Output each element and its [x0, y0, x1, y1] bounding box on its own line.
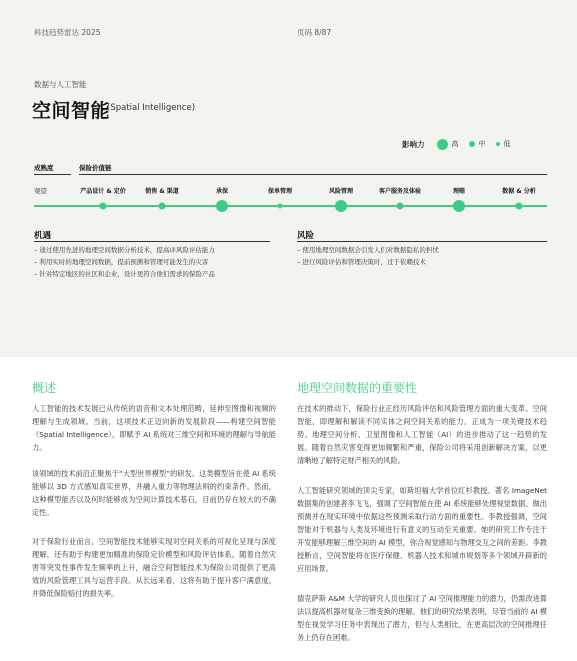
maturity-label: 成熟度: [34, 164, 54, 172]
overview-heading: 概述: [32, 381, 57, 395]
opportunities-title: 机遇: [34, 231, 52, 241]
impact-legend: [402, 138, 521, 150]
impact-node-medium: [397, 203, 404, 210]
risk-text: 进行风险评估和管理决策时，过于依赖技术: [302, 258, 426, 266]
risks-list: [297, 244, 547, 268]
opportunity-text: 利用实时的地理空间数据，提前预测和管理可能发生的灾害: [39, 258, 209, 266]
overview-paragraph: 该领域的技术前沿正聚焦于“大型世界模型”的研发。这类模型旨在使 AI 系统能够以 3D 方式感知真实世界，并融入重力等物理法则的约束条件。然而，这种模型能否以及何时能够成为空间计算技术基石，目前仍存在较大的不确定性。: [32, 469, 276, 517]
section-label: 数据与人工智能: [34, 80, 87, 89]
page-subtitle: (Spatial Intelligence): [107, 103, 196, 113]
impact-node-high: [453, 200, 465, 212]
list-item: – 针对特定地区的社区和企业，设计更符合他们需求的保险产品: [34, 270, 215, 278]
impact-node-high: [216, 200, 228, 212]
importance-paragraph: 德克萨斯 A&M 大学的研究人员也探讨了 AI 空间推理能力的潜力，仍需改进算法以提高机器对复杂三维变换的理解。他们的研究结果表明，尽管当前的 AI 模型在视觉学习任务中表现出了潜力，但与人类相比，在更高层次的空间推理任务上仍存在困难。: [297, 594, 547, 642]
importance-paragraph: 人工智能研究领域的顶尖专家，如斯坦福大学首位红杉教授、著名 ImageNet 数据集的创建者李飞飞，强调了空间智能在使 AI 系统能够处理视觉数据、做出预测并在现实环境中依据这些预测采取行动方面的重要性。李教授强调，空间智能对于机器与人类及环境进行有意义的互动至关重要。她的研究工作专注于开发能够理解三维空间的 AI 模型，弥合视觉感知与物理交互之间的差距。李教授断言，空间智能将在医疗保健、机器人技术和城市规划等多个领域开辟新的应用场景。: [297, 486, 547, 573]
risk-text: 使用地理空间数据会引发人们对数据隐私的担忧: [302, 246, 439, 254]
report-title: 科技趋势雷达 2025: [34, 28, 101, 37]
impact-node-medium: [516, 203, 523, 210]
stage-label: 销售 & 渠道: [145, 188, 179, 195]
legend-item-low: [496, 139, 511, 149]
legend-title: 影响力: [402, 139, 425, 149]
high-impact-dot-icon: [437, 139, 448, 150]
stage-label: 理赔: [452, 188, 466, 195]
low-impact-dot-icon: [496, 142, 500, 146]
stage-label: 风险管理: [328, 188, 354, 195]
maturity-value: 观望: [34, 187, 47, 195]
impact-node-low: [278, 204, 283, 209]
value-chain-track: [34, 205, 547, 207]
list-item: – 使用地理空间数据会引发人们对数据隐私的担忧: [297, 246, 439, 254]
impact-node-high: [335, 200, 347, 212]
impact-node-medium: [159, 203, 166, 210]
list-item: – 利用实时的地理空间数据，提前预测和管理可能发生的灾害: [34, 258, 209, 266]
legend-item-high: [437, 139, 459, 150]
importance-heading: 地理空间数据的重要性: [297, 381, 418, 395]
maturity-rule: [34, 174, 71, 175]
stage-label: 数据 & 分析: [502, 188, 536, 195]
page-number: 页码 8/87: [297, 28, 332, 37]
value-chain-label: 保险价值链: [79, 164, 112, 172]
importance-paragraph: 在技术的推动下，保险行业正经历风险评估和风险管理方面的重大变革。空间智能，即理解和解读不同实体之间空间关系的能力，正成为一项关键技术趋势。地理空间分析、卫星图像和人工智能（AI）的进步推动了这一趋势的发展。随着自然灾害变得更加频繁和严重，保险公司将采用创新解决方案，以更清晰地了解特定财产相关的风险。: [297, 404, 547, 465]
stage-label: 客户服务及体验: [378, 188, 422, 195]
risks-rule: [297, 241, 547, 242]
value-chain-rule: [79, 174, 547, 175]
legend-item-medium: [469, 139, 486, 149]
risks-title: 风险: [297, 231, 315, 241]
opportunity-text: 针对特定地区的社区和企业，设计更符合他们需求的保险产品: [39, 270, 215, 278]
overview-paragraph: 对于保险行业而言，空间智能技术能够实现对空间关系的可视化呈现与深度理解，还有助于构建更加精准的保险定价模型和风险评估体系。随着自然灾害等突发性事件发生频率的上升，融合空间智能技术为保险公司提供了更高效的风险管理工具与运营手段。从长远来看，这将有助于提升客户满意度，并降低保险赔付的损失率。: [32, 537, 276, 598]
opportunities-rule: [34, 241, 270, 242]
list-item: – 进行风险评估和管理决策时，过于依赖技术: [297, 258, 426, 266]
stage-label: 产品设计 & 定价: [80, 188, 126, 195]
stage-label: 承保: [215, 188, 229, 195]
medium-impact-dot-icon: [469, 141, 475, 147]
opportunities-list: [34, 244, 274, 280]
stage-label: 保单管理: [267, 188, 293, 195]
legend-label: 高: [451, 140, 459, 148]
overview-paragraph: 人工智能的技术发展已从传统的语音和文本处理范畴，延伸至图像和视频的理解与生成领域。当前，这项技术正迈向新的发展阶段——构建空间智能（Spatial Intelligence），即赋予 AI 系统对三维空间和环境的理解与导航能力。: [32, 404, 276, 452]
list-item: – 通过使用先进的地理空间数据分析技术，提高评风险评估能力: [34, 246, 215, 254]
opportunity-text: 通过使用先进的地理空间数据分析技术，提高评风险评估能力: [39, 246, 215, 254]
legend-label: 中: [478, 140, 486, 148]
impact-node-medium: [100, 203, 107, 210]
legend-label: 低: [503, 140, 511, 148]
page-title: 空间智能: [32, 100, 111, 122]
